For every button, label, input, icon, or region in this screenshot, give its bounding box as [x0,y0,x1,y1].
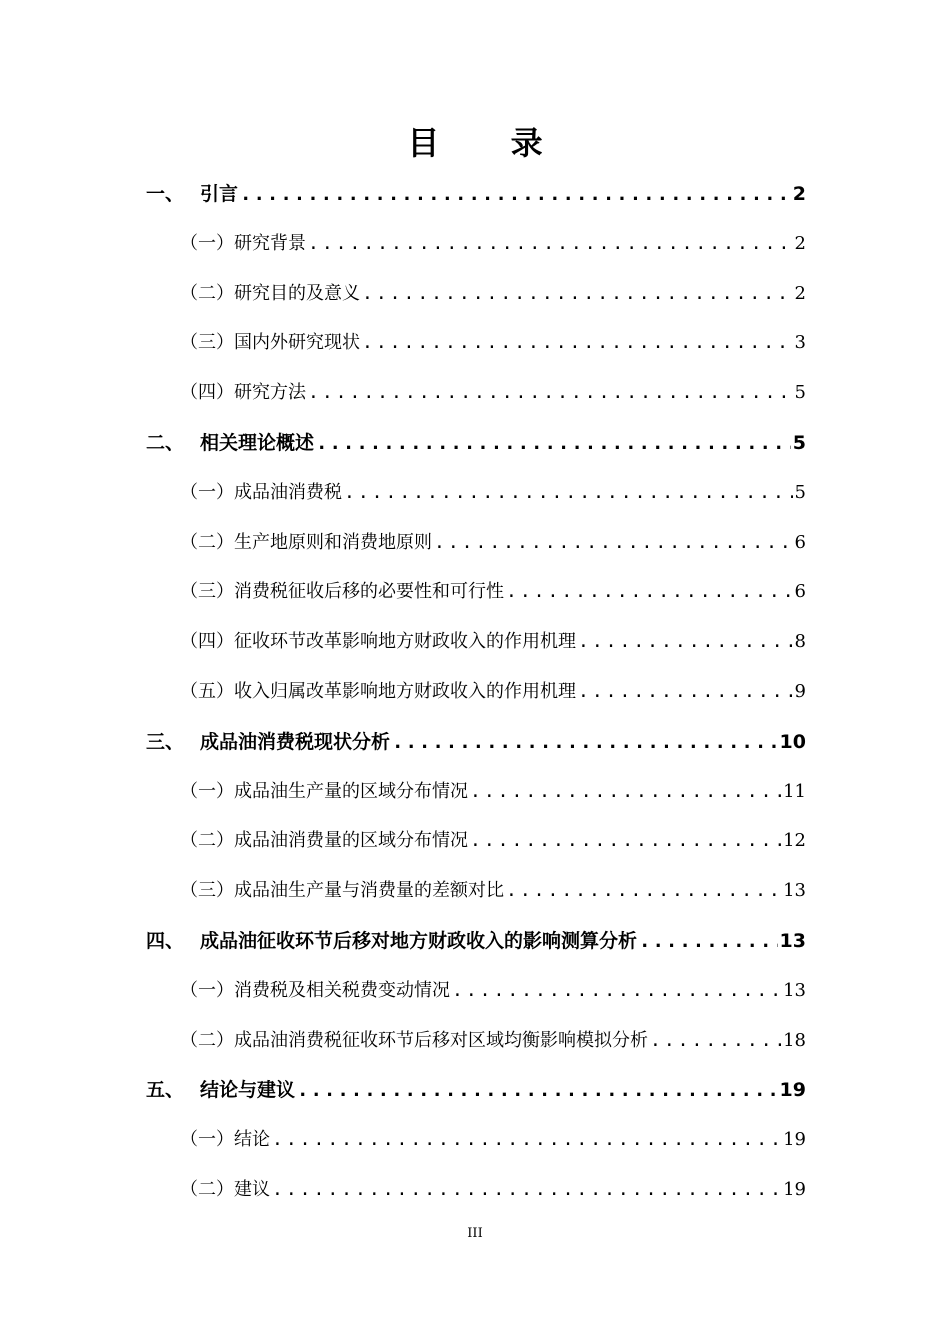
toc-entry-number: （三） [180,880,234,901]
toc-entry[interactable] [180,677,806,707]
toc-entry-number: （一） [180,233,234,254]
toc-entry-label: 相关理论概述 [200,432,315,454]
toc-entry-number: （四） [180,382,234,403]
toc-entry-number: （二） [180,1030,234,1051]
toc-entry-page-number: 10 [779,731,806,753]
toc-entry-page-number: 18 [783,1030,806,1051]
toc-entry-label: 结论 [234,1129,270,1150]
toc-entry-number: （一） [180,1129,234,1150]
toc-entry-page-number: 9 [794,681,806,702]
toc-dot-leader [578,677,793,707]
toc-entry[interactable] [180,528,806,558]
toc-entry-page-number: 2 [794,283,806,304]
toc-entry-label: 成品油征收环节后移对地方财政收入的影响测算分析 [200,930,638,952]
toc-entry-number: （五） [180,681,234,702]
toc-entry-label: 国内外研究现状 [234,332,360,353]
toc-dot-leader [578,627,793,657]
toc-entry-label: 研究方法 [234,382,306,403]
toc-entry-page-number: 13 [779,930,806,952]
toc-entry-number: （三） [180,581,234,602]
toc-entry[interactable] [180,577,806,607]
toc-entry-label: 结论与建议 [200,1079,296,1101]
toc-entry[interactable] [180,478,806,508]
toc-entry-page-number: 2 [794,233,806,254]
toc-dot-leader [506,577,793,607]
toc-entry-label: 消费税征收后移的必要性和可行性 [234,581,504,602]
toc-entry-label: 消费税及相关税费变动情况 [234,980,450,1001]
toc-entry[interactable] [180,1026,806,1056]
toc-dot-leader [392,727,778,757]
toc-entry-label: 成品油消费税征收环节后移对区域均衡影响模拟分析 [234,1030,648,1051]
toc-entry-label: 生产地原则和消费地原则 [234,532,432,553]
toc-entry-page-number: 6 [794,532,806,553]
toc-dot-leader [434,528,793,558]
toc-entry-page-number: 8 [794,631,806,652]
toc-dot-leader [639,926,778,956]
page-footer-number: III [467,1226,483,1241]
toc-entry[interactable] [180,378,806,408]
toc-entry-label: 引言 [200,183,239,205]
toc-entry-page-number: 12 [783,830,806,851]
toc-entry-number: （二） [180,830,234,851]
toc-entry-number: 一、 [146,183,185,205]
toc-entry-number: （二） [180,1179,234,1200]
toc-entry-label: 征收环节改革影响地方财政收入的作用机理 [234,631,576,652]
toc-entry[interactable] [180,1175,806,1205]
toc-entry-page-number: 6 [794,581,806,602]
toc-entry-label: 成品油消费税 [234,482,342,503]
toc-dot-leader [308,229,793,259]
toc-entry-label: 成品油消费量的区域分布情况 [234,830,468,851]
toc-entry-label: 成品油生产量的区域分布情况 [234,781,468,802]
toc-entry-label: 建议 [234,1179,270,1200]
toc-entry[interactable] [146,179,806,209]
toc-entry-page-number: 2 [792,183,806,205]
toc-dot-leader [316,428,791,458]
toc-entry-page-number: 13 [783,880,806,901]
toc-dot-leader [470,777,781,807]
toc-entry-label: 研究目的及意义 [234,283,360,304]
toc-entry-page-number: 5 [792,432,806,454]
toc-dot-leader [362,328,793,358]
toc-entry-number: （一） [180,781,234,802]
toc-entry-page-number: 5 [794,482,806,503]
toc-dot-leader [452,976,781,1006]
toc-entry-page-number: 3 [794,332,806,353]
toc-dot-leader [650,1026,781,1056]
toc-entry-number: （一） [180,980,234,1001]
toc-entry[interactable] [180,627,806,657]
toc-entry-label: 收入归属改革影响地方财政收入的作用机理 [234,681,576,702]
toc-entry-page-number: 19 [783,1129,806,1150]
toc-title: 目 录 [407,124,573,162]
toc-entry-page-number: 5 [794,382,806,403]
toc-entry[interactable] [146,1075,806,1105]
toc-dot-leader [240,179,791,209]
toc-entry-number: 四、 [146,930,185,952]
toc-entry-number: 三、 [146,731,185,753]
toc-entry-page-number: 19 [783,1179,806,1200]
toc-entry-number: 二、 [146,432,185,454]
toc-entry-number: （二） [180,283,234,304]
toc-entry[interactable] [180,328,806,358]
toc-entry[interactable] [180,876,806,906]
toc-entry[interactable] [146,926,806,956]
toc-entry[interactable] [180,777,806,807]
toc-dot-leader [344,478,793,508]
toc-entry-number: （一） [180,482,234,503]
toc-entry-number: （二） [180,532,234,553]
toc-entry-page-number: 11 [783,781,806,802]
toc-dot-leader [272,1125,781,1155]
toc-dot-leader [297,1075,778,1105]
toc-dot-leader [362,279,793,309]
toc-entry-page-number: 13 [783,980,806,1001]
toc-entry-number: 五、 [146,1079,185,1101]
toc-entry[interactable] [180,229,806,259]
toc-entry-number: （三） [180,332,234,353]
toc-entry-label: 研究背景 [234,233,306,254]
toc-entry[interactable] [180,279,806,309]
toc-entry-page-number: 19 [779,1079,806,1101]
toc-entry-label: 成品油生产量与消费量的差额对比 [234,880,504,901]
toc-dot-leader [308,378,793,408]
toc-dot-leader [470,826,781,856]
toc-entry[interactable] [180,1125,806,1155]
toc-dot-leader [272,1175,781,1205]
toc-entry[interactable] [146,428,806,458]
toc-entry[interactable] [180,976,806,1006]
toc-entry[interactable] [146,727,806,757]
toc-entry-number: （四） [180,631,234,652]
toc-dot-leader [506,876,781,906]
toc-entry-label: 成品油消费税现状分析 [200,731,391,753]
toc-entry[interactable] [180,826,806,856]
